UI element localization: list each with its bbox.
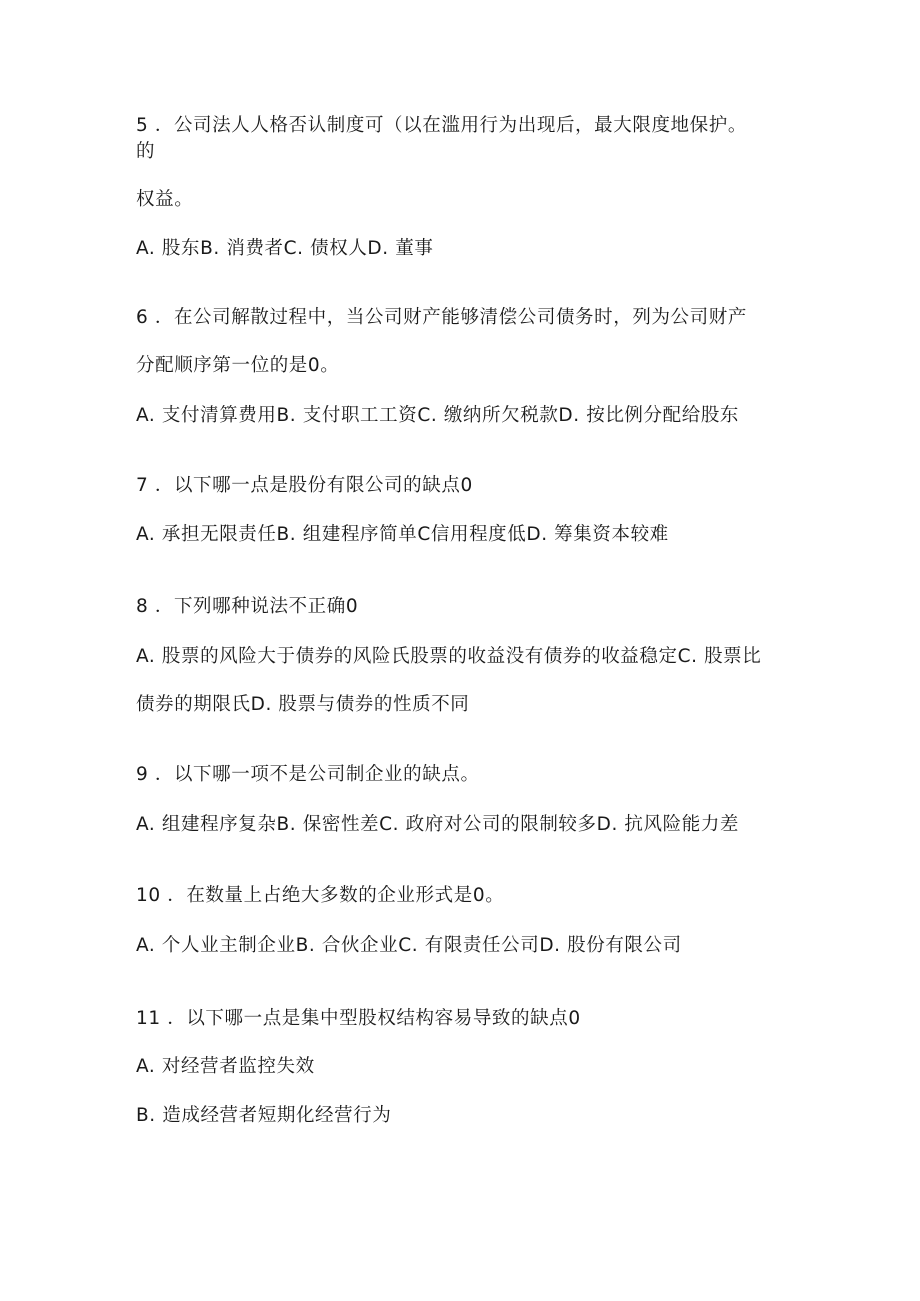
question-9-stem: 9 ．以下哪一项不是公司制企业的缺点。 [136, 764, 480, 785]
question-11-option-a: A. 对经营者监控失效 [136, 1056, 315, 1077]
question-7-stem: 7 ．以下哪一点是股份有限公司的缺点0 [136, 475, 473, 496]
question-8-options-line-2: 债券的期限氏D. 股票与债券的性质不同 [136, 694, 470, 715]
question-11-option-b: B. 造成经营者短期化经营行为 [136, 1105, 392, 1126]
question-8-options-line-1: A. 股票的风险大于债券的风险氏股票的收益没有债券的收益稳定C. 股票比 [136, 646, 762, 667]
question-6-options: A. 支付清算费用B. 支付职工工资C. 缴纳所欠税款D. 按比例分配给股东 [136, 405, 740, 426]
question-5-stem-line-2: 的 [136, 141, 156, 162]
question-5-stem-line-1: 5 ．公司法人人格否认制度可（以在滥用行为出现后，最大限度地保护。 [136, 115, 747, 136]
question-10-stem: 10 ．在数量上占绝大多数的企业形式是0。 [136, 885, 505, 906]
question-6-stem-line-1: 6 ．在公司解散过程中，当公司财产能够清偿公司债务时，列为公司财产 [136, 307, 747, 328]
question-6-stem-line-2: 分配顺序第一位的是0。 [136, 355, 340, 376]
question-5-options: A. 股东B. 消费者C. 债权人D. 董事 [136, 238, 434, 259]
question-7-options: A. 承担无限责任B. 组建程序简单C信用程度低D. 筹集资本较难 [136, 524, 669, 545]
question-8-stem: 8 ．下列哪种说法不正确0 [136, 596, 359, 617]
question-9-options: A. 组建程序复杂B. 保密性差C. 政府对公司的限制较多D. 抗风险能力差 [136, 814, 740, 835]
question-5-stem-line-3: 权益。 [136, 189, 194, 210]
question-11-stem: 11 ．以下哪一点是集中型股权结构容易导致的缺点0 [136, 1008, 581, 1029]
question-10-options: A. 个人业主制企业B. 合伙企业C. 有限责任公司D. 股份有限公司 [136, 935, 682, 956]
